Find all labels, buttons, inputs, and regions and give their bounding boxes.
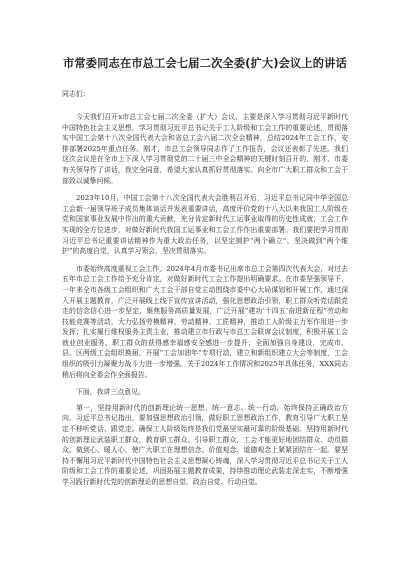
paragraph-congress: 2023年10月，中国工会第十八次全国代表大会胜利召开后，习近平总书记同中华全国总工会新一届领导班子成员集体谈话并发表重要讲话，高度评价党的十八大以来我国工人阶级在党和国家事业发展中作出的重大贡献，充分肯定新时代工运事业取得的历史性成就，工会工作实现的全方位进步，对做好新时代我国工运事业和工会工作作出重要部署。我们要把学习贯彻习近平总书记重要讲话精神作为重大政治任务，以坚定拥护“两个确立”、坚决做到“两个维护”的高度自觉，认真学习领会，坚决贯彻落实。: [62, 194, 348, 256]
salutation: 同志们：: [62, 90, 90, 98]
paragraph-work-review: 市委始终高度重视工会工作。2024年4月市委书记出席市总工会第四次代表大会，对过去五年市总工会工作给予充分肯定，对做好新时代工会工作提出明确要求。在市委坚强领导下，一年来全市各级工会组织和广大工会干部自觉主动围绕市委中心大局谋划和开展工作，通过深入开展主题教育，广泛开展线上线下宣传宣讲活动，强化思想政治引领，职工群众听党话跟党走的信念信心进一步坚定，聚焦服务高质量发展，广泛开展“建功‘十四五’奋进新征程”劳动和技能竞赛等活动，大力弘扬劳模精神、劳动精神、工匠精神，推动工人阶级主力军作用进一步发挥；扎实履行维权服务主责主业，推动建立市行政与市总工会联席会议制度，积极开展工会就业创业服务，职工群众的获得感幸福感安全感进一步提升；全面加强自身建设，完成市、县、区两级工会组织换届，开展“工会加油年”专项行动，建立和新组织建立大会等制度，工会组织的吸引力凝聚力战斗力进一步增强。关于2024年工作情况和2025年具体任务，XXX同志稍后将向全委会作全面报告。: [62, 264, 348, 379]
paragraph-point-one: 第一，坚持用新时代的创新理论统一思想、统一意志、统一行动，始终保持正确政治方向。习近平总书记指出，要加强思想政治引领，做好职工思想政治工作，教育引导广大职工坚定不移听党话、跟党走。确保工人阶级始终是我们党最坚实最可靠的阶级基础。坚持用新时代的创新理论武装职工群众，教育职工群众、引导职工群众，工会才能更好地团结群众、动员群众。做到心、暖人心，使广大职工在理想信念、价值观念、道德观念上紧紧团结在一起。要坚持不懈用习近平新时代中国特色社会主义思想凝心铸魂，深入学习贯彻习近平总书记关于工人阶级和工会工作的重要论述，巩固拓展主题教育成果，持续推动理论武装走深走实，不断增强学习践行新时代党的创新理论的思想自觉、政治自觉、行动自觉。: [62, 403, 348, 486]
paragraph-opening: 今天我们召开x市总工会七届二次全委（扩大）会议，主要是深入学习贯彻习近平新时代中国特色社会主义思想，学习贯彻习近平总书记关于工人阶级和工会工作的重要论述，贯彻落实中国工会第十八次全国代表大会和省总工会六届二次全会精神，总结2024年工会工作，安排部署2025年重点任务。刚才，市总工会领导同志作了工作报告，会议还表彰了先进。我们这次会议是在全市上下深入学习贯彻党的二十届三中全会精神的关键时刻召开的，刚才，市委有关领导作了讲话，我完全同意，希望大家认真抓好贯彻落实。向全市广大职工群众和工会干部致以诚挚问候。: [62, 113, 348, 185]
document-title: 市常委同志在市总工会七届二次全委(扩大)会议上的讲话: [63, 57, 347, 70]
paragraph-transition: 下面，我讲三点意见。: [76, 388, 145, 397]
